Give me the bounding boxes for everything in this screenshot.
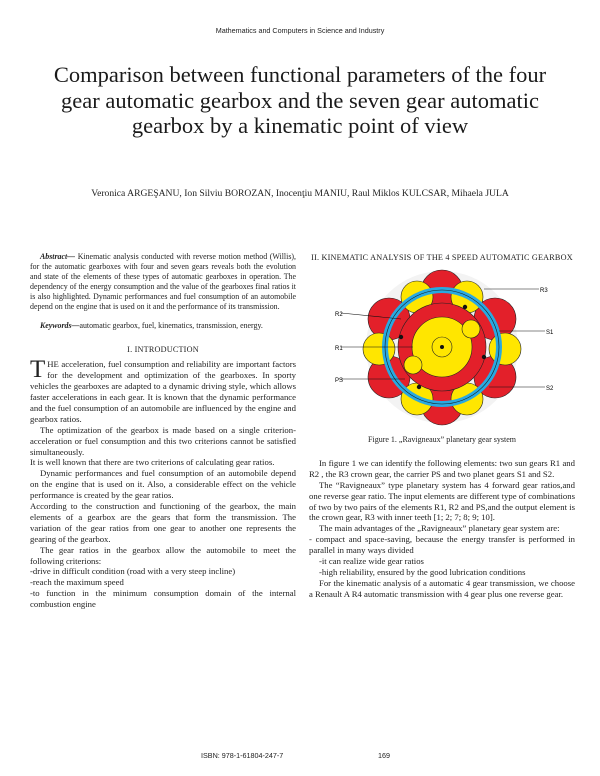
intro-list-item: -to function in the minimum consumption domain of the internal combustion engine	[30, 588, 296, 610]
section-title-kinematic-analysis: II. KINEMATIC ANALYSIS OF THE 4 SPEED AUTOMATIC GEARBOX	[311, 253, 573, 262]
planet-gear-s2	[462, 320, 480, 338]
keywords-text: automatic gearbox, fuel, kinematics, transmission, energy.	[79, 321, 263, 331]
ravigneaux-figure	[309, 267, 575, 427]
label-ps: PS	[335, 378, 344, 384]
keywords	[30, 321, 296, 331]
intro-paragraph-2: The optimization of the gearbox is made based on a single criterion-acceleration or fuel consumption and this two criterions cannot be satisfied simultaneously.	[30, 424, 296, 457]
carrier-pin	[399, 335, 403, 339]
body-paragraph-3: The main advantages of the „Ravigneaux” planetary gear system are:	[319, 523, 560, 534]
intro-list-item: -drive in difficult condition (road with a very steep incline)	[30, 566, 236, 577]
abstract-text: Kinematic analysis conducted with reverse motion method (Willis), for the automatic gearboxes with four and seven gears reveals both the evolution and state of the elements of these types of automatic gearboxes in operation. The dependency of the energy consumption and the value of the gearboxes final ratios it is also highlighted. Dynamic performances and fuel consumption of an automobile depend on the engine that is used on it and the performance of its transmission.	[30, 252, 296, 311]
intro-paragraph-1: HE acceleration, fuel consumption and reliability are important factors for the development and optimization of the gearboxes. In sporty vehicles the gearboxes are adapted to a dynamic driving style, which allows faster accelerations in each gear. It is known that the dynamic performance and the fuel consumption of an automobile are influenced by the engine and gearbox ratios.	[30, 359, 296, 424]
intro-list-item: -reach the maximum speed	[30, 577, 124, 588]
carrier-pin	[463, 305, 467, 309]
left-column	[30, 252, 296, 610]
body-paragraph-1: In figure 1 we can identify the following elements: two sun gears R1 and R2 , the R3 crown gear, the carrier PS and two planet gears S1 and S2.	[309, 457, 575, 479]
planetary-gear-diagram	[309, 267, 575, 427]
intro-paragraph-4: Dynamic performances and fuel consumption of an automobile depend on the engine that is used on it. Also, a considerable effect on the vehicle performance is created by the gear ratios.	[30, 468, 296, 501]
planet-gear-s1	[489, 333, 521, 365]
body-paragraph-2: The “Ravigneaux” type planetary system has 4 forward gear ratios,and one reverse gear ratio. The input elements are different type of combinations of two by two pairs of the elements R1, R2 and PS,and the output element is the crown gear, R3 with inner teeth [1; 2; 7; 8; 9; 10].	[309, 479, 575, 523]
body-paragraph-4: For the kinematic analysis of a automatic 4 gear transmission, we choose a Renault A R4 automatic transmission with 4 gear plus one reverse gear.	[309, 577, 575, 599]
advantage-list-item: -it can realize wide gear ratios	[319, 556, 424, 567]
label-r1: R1	[335, 346, 343, 352]
keywords-label: Keywords—	[40, 321, 80, 331]
figure-caption: Figure 1. „Ravigneaux” planetary gear system	[368, 435, 516, 444]
author-list: Veronica ARGEŞANU, Ion Silviu BOROZAN, Inocenţiu MANIU, Raul Miklos KULCSAR, Mihaela JULA	[91, 188, 509, 199]
section-title-introduction: I. INTRODUCTION	[127, 345, 199, 355]
intro-paragraph-5: According to the construction and functioning of the gearbox, the main elements of a gearbox are the gears that form the transmission. The variation of the gear ratios from one gear to another one represents the gearing of the gearbox.	[30, 501, 296, 544]
advantage-list-item: - compact and space-saving, because the energy transfer is performed in parallel in many ways divided	[309, 534, 575, 556]
label-r2: R2	[335, 312, 343, 318]
drop-cap: T	[30, 356, 46, 384]
label-s1: S1	[546, 330, 554, 336]
abstract-label: Abstract—	[40, 252, 76, 261]
intro-paragraph-3: It is well known that there are two criterions of calculating gear ratios.	[30, 457, 275, 468]
planet-gear-s1	[363, 333, 395, 365]
footer-isbn: ISBN: 978-1-61804-247-7	[201, 751, 284, 760]
label-s2: S2	[546, 386, 554, 392]
center-point	[440, 345, 444, 349]
planet-gear-s2	[404, 356, 422, 374]
carrier-pin	[482, 355, 486, 359]
label-r3: R3	[540, 288, 548, 294]
carrier-pin	[417, 385, 421, 389]
advantage-list-item: -high reliability, ensured by the good lubrication conditions	[319, 566, 526, 577]
abstract	[30, 252, 296, 311]
intro-paragraph-6: The gear ratios in the gearbox allow the automobile to meet the following criterions:	[30, 544, 296, 566]
paper-title: Comparison between functional parameters of the four gear automatic gearbox and the seven gear automatic gearbox by a kinematic point of view	[53, 62, 547, 138]
right-column	[309, 252, 575, 600]
footer-page-number: 169	[378, 751, 390, 760]
running-header: Mathematics and Computers in Science and Industry	[215, 26, 385, 35]
